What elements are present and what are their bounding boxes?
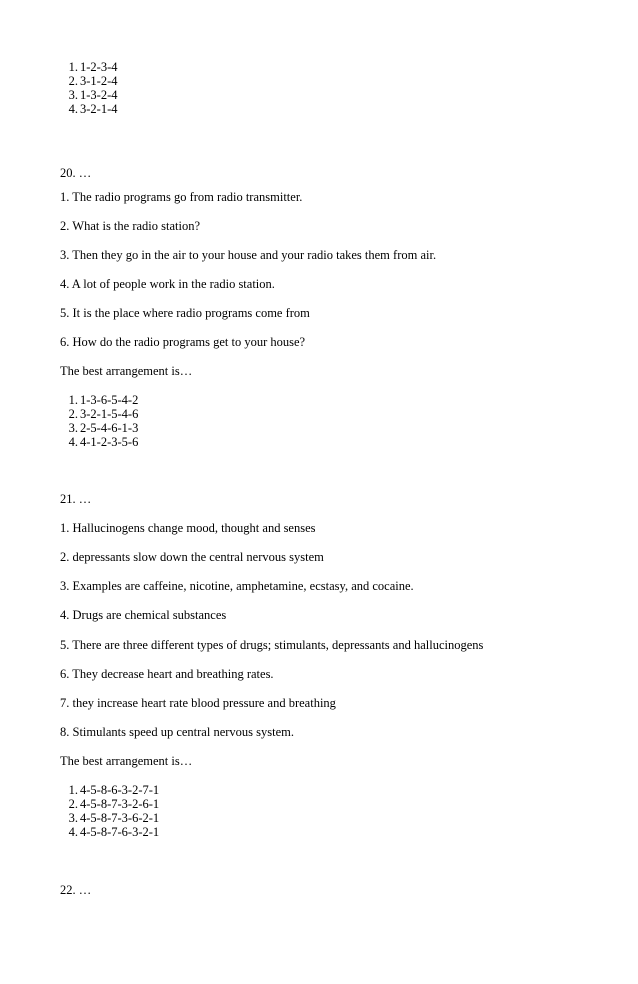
q20-sentence-5: 5. It is the place where radio programs come from: [60, 306, 310, 320]
list-item: 2. 4-5-8-7-3-2-6-1: [68, 797, 160, 811]
list-item: 1. 4-5-8-6-3-2-7-1: [68, 783, 160, 797]
q21-sentence-8: 8. Stimulants speed up central nervous system.: [60, 725, 294, 739]
q21-sentence-1: 1. Hallucinogens change mood, thought and senses: [60, 521, 316, 535]
q20-sentence-1: 1. The radio programs go from radio transmitter.: [60, 190, 303, 204]
question-21-header: 21. …: [60, 492, 92, 506]
question-20-header: 20. …: [60, 166, 92, 180]
list-item: 1. 1-3-6-5-4-2: [68, 393, 139, 407]
list-item: 3. 1-3-2-4: [68, 88, 118, 102]
list-item: 4. 3-2-1-4: [68, 102, 118, 116]
q21-sentence-5: 5. There are three different types of drugs; stimulants, depressants and hallucinogens: [60, 638, 484, 652]
q21-sentence-3: 3. Examples are caffeine, nicotine, amphetamine, ecstasy, and cocaine.: [60, 579, 414, 593]
q20-prompt: The best arrangement is…: [60, 364, 193, 378]
question-22-header: 22. …: [60, 883, 92, 897]
list-item: 4. 4-1-2-3-5-6: [68, 435, 139, 449]
q20-sentence-6: 6. How do the radio programs get to your house?: [60, 335, 306, 349]
list-item: 3. 2-5-4-6-1-3: [68, 421, 139, 435]
q20-sentence-4: 4. A lot of people work in the radio station.: [60, 277, 275, 291]
list-item: 4. 4-5-8-7-6-3-2-1: [68, 825, 160, 839]
q21-sentence-4: 4. Drugs are chemical substances: [60, 608, 227, 622]
q20-sentence-3: 3. Then they go in the air to your house and your radio takes them from air.: [60, 248, 437, 262]
list-item: 2. 3-2-1-5-4-6: [68, 407, 139, 421]
list-item: 1. 1-2-3-4: [68, 60, 118, 74]
q21-sentence-7: 7. they increase heart rate blood pressure and breathing: [60, 696, 336, 710]
q21-sentence-6: 6. They decrease heart and breathing rates.: [60, 667, 274, 681]
q20-sentence-2: 2. What is the radio station?: [60, 219, 201, 233]
q21-prompt: The best arrangement is…: [60, 754, 193, 768]
list-item: 2. 3-1-2-4: [68, 74, 118, 88]
q21-sentence-2: 2. depressants slow down the central nervous system: [60, 550, 324, 564]
list-item: 3. 4-5-8-7-3-6-2-1: [68, 811, 160, 825]
